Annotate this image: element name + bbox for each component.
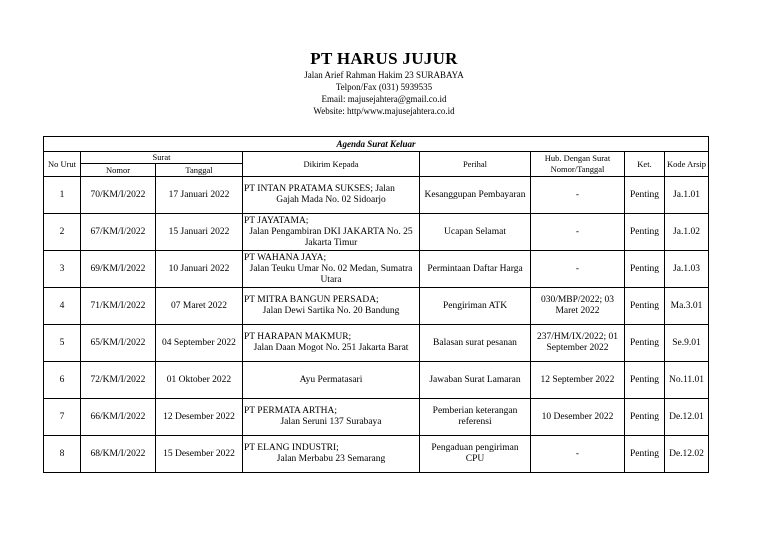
cell-no: 5 (44, 325, 81, 362)
cell-tanggal: 10 Januari 2022 (156, 251, 243, 288)
cell-tanggal: 01 Oktober 2022 (156, 362, 243, 399)
cell-ket: Penting (625, 288, 665, 325)
recipient-address: Jalan Daan Mogot No. 251 Jakarta Barat (253, 343, 409, 353)
cell-ket: Penting (625, 251, 665, 288)
cell-hub: 12 September 2022 (531, 362, 625, 399)
recipient-address: Jalan Pengambiran DKI JAKARTA No. 25 Jakarta Timur (249, 226, 413, 248)
cell-tanggal: 15 Desember 2022 (156, 436, 243, 473)
cell-tanggal: 15 Januari 2022 (156, 214, 243, 251)
cell-nomor: 67/KM/I/2022 (81, 214, 156, 251)
recipient-address: Jalan Merbabu 23 Semarang (276, 454, 386, 464)
cell-perihal: Pengaduan pengiriman CPU (420, 436, 531, 473)
recipient-name: Ayu Permatasari (299, 374, 363, 385)
company-phone: Telpon/Fax (031) 5939535 (335, 82, 433, 92)
cell-recipient (243, 177, 420, 214)
header-dikirim: Dikirim Kepada (243, 152, 420, 177)
cell-kode: De.12.02 (665, 436, 709, 473)
header-no: No Urut (44, 152, 81, 177)
recipient-address: Jalan Seruni 137 Surabaya (280, 417, 382, 427)
table-row (44, 325, 709, 362)
cell-ket: Penting (625, 325, 665, 362)
cell-hub: 10 Desember 2022 (531, 399, 625, 436)
recipient-name: PT JAYATAMA; (244, 215, 309, 226)
cell-hub: 030/MBP/2022; 03 Maret 2022 (531, 288, 625, 325)
cell-no: 8 (44, 436, 81, 473)
recipient-name: PT MITRA BANGUN PERSADA; (244, 295, 379, 305)
cell-nomor: 66/KM/I/2022 (81, 399, 156, 436)
cell-hub: - (531, 436, 625, 473)
cell-perihal: Kesanggupan Pembayaran (420, 177, 531, 214)
recipient-address: Jalan Dewi Sartika No. 20 Bandung (262, 306, 400, 316)
company-website: Website: http/www.majusejahtera.co.id (313, 106, 455, 116)
cell-kode: Ma.3.01 (665, 288, 709, 325)
cell-ket: Penting (625, 214, 665, 251)
header-perihal: Perihal (420, 152, 531, 177)
cell-tanggal: 17 Januari 2022 (156, 177, 243, 214)
company-address: Jalan Arief Rahman Hakim 23 SURABAYA (304, 70, 464, 80)
cell-no: 1 (44, 177, 81, 214)
cell-tanggal: 07 Maret 2022 (156, 288, 243, 325)
header-surat: Surat (81, 152, 243, 164)
table-row (44, 399, 709, 436)
cell-perihal: Pengiriman ATK (420, 288, 531, 325)
cell-recipient (243, 325, 420, 362)
cell-no: 4 (44, 288, 81, 325)
cell-perihal: Pemberian keterangan referensi (420, 399, 531, 436)
header-ket: Ket. (625, 152, 665, 177)
table-row (44, 362, 709, 399)
cell-ket: Penting (625, 362, 665, 399)
cell-no: 2 (44, 214, 81, 251)
cell-perihal: Jawaban Surat Lamaran (420, 362, 531, 399)
table-row (44, 214, 709, 251)
cell-hub: - (531, 214, 625, 251)
letterhead (0, 49, 768, 117)
cell-no: 7 (44, 399, 81, 436)
company-name: PT HARUS JUJUR (310, 49, 458, 68)
recipient-name: PT WAHANA JAYA; (244, 252, 327, 263)
cell-nomor: 72/KM/I/2022 (81, 362, 156, 399)
cell-hub: - (531, 177, 625, 214)
cell-perihal: Permintaan Daftar Harga (420, 251, 531, 288)
cell-recipient (243, 436, 420, 473)
header-nomor: Nomor (81, 164, 156, 177)
cell-kode: Se.9.01 (665, 325, 709, 362)
cell-perihal: Ucapan Selamat (420, 214, 531, 251)
cell-hub: 237/HM/IX/2022; 01 September 2022 (531, 325, 625, 362)
cell-perihal: Balasan surat pesanan (420, 325, 531, 362)
recipient-name: PT INTAN PRATAMA SUKSES; Jalan (244, 184, 395, 194)
cell-ket: Penting (625, 436, 665, 473)
recipient-address: Gajah Mada No. 02 Sidoarjo (276, 195, 386, 205)
table-title: Agenda Surat Keluar (44, 137, 709, 152)
cell-no: 3 (44, 251, 81, 288)
cell-kode: No.11.01 (665, 362, 709, 399)
recipient-name: PT PERMATA ARTHA; (244, 406, 337, 416)
table-row (44, 288, 709, 325)
cell-nomor: 71/KM/I/2022 (81, 288, 156, 325)
cell-recipient (243, 399, 420, 436)
recipient-name: PT ELANG INDUSTRI; (244, 443, 339, 453)
header-kode: Kode Arsip (665, 152, 709, 177)
table-row (44, 177, 709, 214)
cell-nomor: 69/KM/I/2022 (81, 251, 156, 288)
cell-kode: Ja.1.03 (665, 251, 709, 288)
recipient-address: Jalan Teuku Umar No. 02 Medan, Sumatra Utara (249, 263, 413, 285)
cell-nomor: 70/KM/I/2022 (81, 177, 156, 214)
cell-recipient (243, 362, 420, 399)
cell-kode: Ja.1.01 (665, 177, 709, 214)
cell-tanggal: 12 Desember 2022 (156, 399, 243, 436)
company-email: Email: majusejahtera@gmail.co.id (321, 94, 447, 104)
cell-no: 6 (44, 362, 81, 399)
agenda-table (43, 136, 709, 473)
cell-nomor: 65/KM/I/2022 (81, 325, 156, 362)
cell-ket: Penting (625, 177, 665, 214)
header-tanggal: Tanggal (156, 164, 243, 177)
cell-recipient (243, 288, 420, 325)
recipient-name: PT HARAPAN MAKMUR; (244, 332, 352, 342)
cell-kode: Ja.1.02 (665, 214, 709, 251)
table-row (44, 436, 709, 473)
cell-recipient (243, 214, 420, 251)
cell-tanggal: 04 September 2022 (156, 325, 243, 362)
cell-ket: Penting (625, 399, 665, 436)
table-row (44, 251, 709, 288)
cell-recipient (243, 251, 420, 288)
cell-hub: - (531, 251, 625, 288)
cell-nomor: 68/KM/I/2022 (81, 436, 156, 473)
header-hub: Hub. Dengan Surat Nomor/Tanggal (531, 152, 625, 177)
cell-kode: De.12.01 (665, 399, 709, 436)
